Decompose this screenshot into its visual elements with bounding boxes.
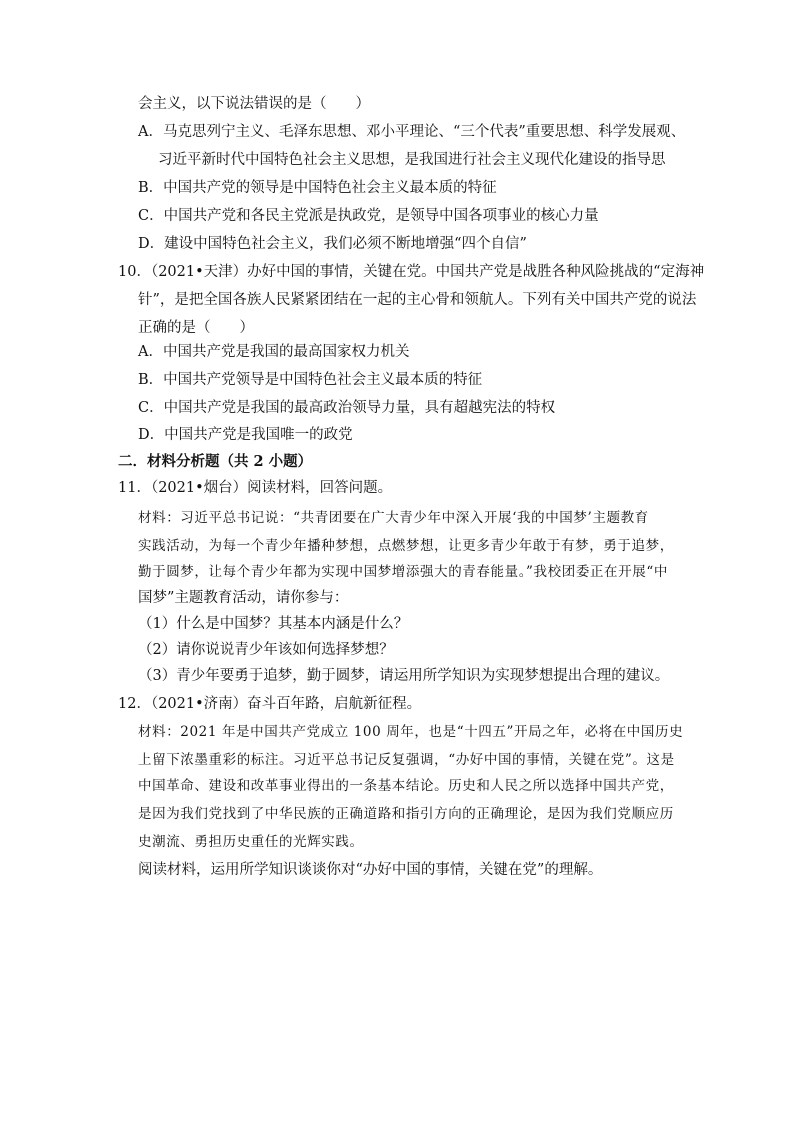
- q10-option-b: B．中国共产党领导是中国特色社会主义最本质的特征: [138, 372, 483, 388]
- q12-stem: 12．（2021•济南）奋斗百年路，启航新征程。: [118, 696, 422, 712]
- q9-option-a-line2: 习近平新时代中国特色社会主义思想，是我国进行社会主义现代化建设的指导思: [158, 152, 666, 168]
- q10-stem-line2: 针”，是把全国各族人民紧紧团结在一起的主心骨和领航人。下列有关中国共产党的说法: [138, 292, 697, 308]
- q11-stem: 11．（2021•烟台）阅读材料，回答问题。: [118, 480, 393, 496]
- q11-sub-question-3: （3）青少年要勇于追梦，勤于圆梦，请运用所学知识为实现梦想提出合理的建议。: [138, 668, 670, 684]
- q12-material-line1: 材料：2021 年是中国共产党成立 100 周年，也是“十四五”开局之年，必将在中国历史: [138, 724, 684, 740]
- q12-material-line5: 史潮流、勇担历史重任的光辉实践。: [138, 834, 364, 850]
- q9-option-c: C．中国共产党和各民主党派是执政党，是领导中国各项事业的核心力量: [138, 208, 599, 224]
- q11-material-line2: 实践活动，为每一个青少年播种梦想，点燃梦想，让更多青少年敢于有梦，勇于追梦，: [138, 538, 674, 554]
- q10-option-a: A．中国共产党是我国的最高国家权力机关: [138, 344, 410, 360]
- q11-material-line3: 勤于圆梦，让每个青少年都为实现中国梦增添强大的青春能量。”我校团委正在开展“中: [138, 564, 668, 580]
- section-title: 二．材料分析题（共 2 小题）: [118, 453, 313, 470]
- q12-material-line3: 中国革命、建设和改革事业得出的一条基本结论。历史和人民之所以选择中国共产党，: [138, 778, 674, 794]
- q9-option-d: D．建设中国特色社会主义，我们必须不断地增强“四个自信”: [138, 236, 527, 252]
- q12-material-line2: 上留下浓墨重彩的标注。习近平总书记反复强调，“办好中国的事情，关键在党”。这是: [138, 752, 675, 768]
- q10-option-d: D．中国共产党是我国唯一的政党: [138, 427, 353, 443]
- q9-option-a-line1: A．马克思列宁主义、毛泽东思想、邓小平理论、“三个代表”重要思想、科学发展观、: [138, 124, 686, 140]
- q9-stem-tail: 会主义，以下说法错误的是（ ）: [138, 96, 370, 112]
- q11-material-line4: 国梦”主题教育活动，请你参与：: [138, 590, 349, 606]
- q10-option-c: C．中国共产党是我国的最高政治领导力量，具有超越宪法的特权: [138, 400, 556, 416]
- q10-stem-line3: 正确的是（ ）: [138, 320, 254, 336]
- q11-sub-question-2: （2）请你说说青少年该如何选择梦想？: [138, 642, 394, 658]
- q11-material-line1: 材料：习近平总书记说：“共青团要在广大青少年中深入开展‘我的中国梦’主题教育: [138, 510, 649, 526]
- q12-material-line4: 是因为我们党找到了中华民族的正确道路和指引方向的正确理论，是因为我们党顺应历: [138, 806, 674, 822]
- q10-stem-line1: 10．（2021•天津）办好中国的事情，关键在党。中国共产党是战胜各种风险挑战的“定海神: [118, 264, 705, 280]
- q11-sub-question-1: （1）什么是中国梦？其基本内涵是什么？: [138, 616, 409, 632]
- q9-option-b: B．中国共产党的领导是中国特色社会主义最本质的特征: [138, 180, 497, 196]
- q12-prompt: 阅读材料，运用所学知识谈谈你对“办好中国的事情，关键在党”的理解。: [138, 862, 603, 878]
